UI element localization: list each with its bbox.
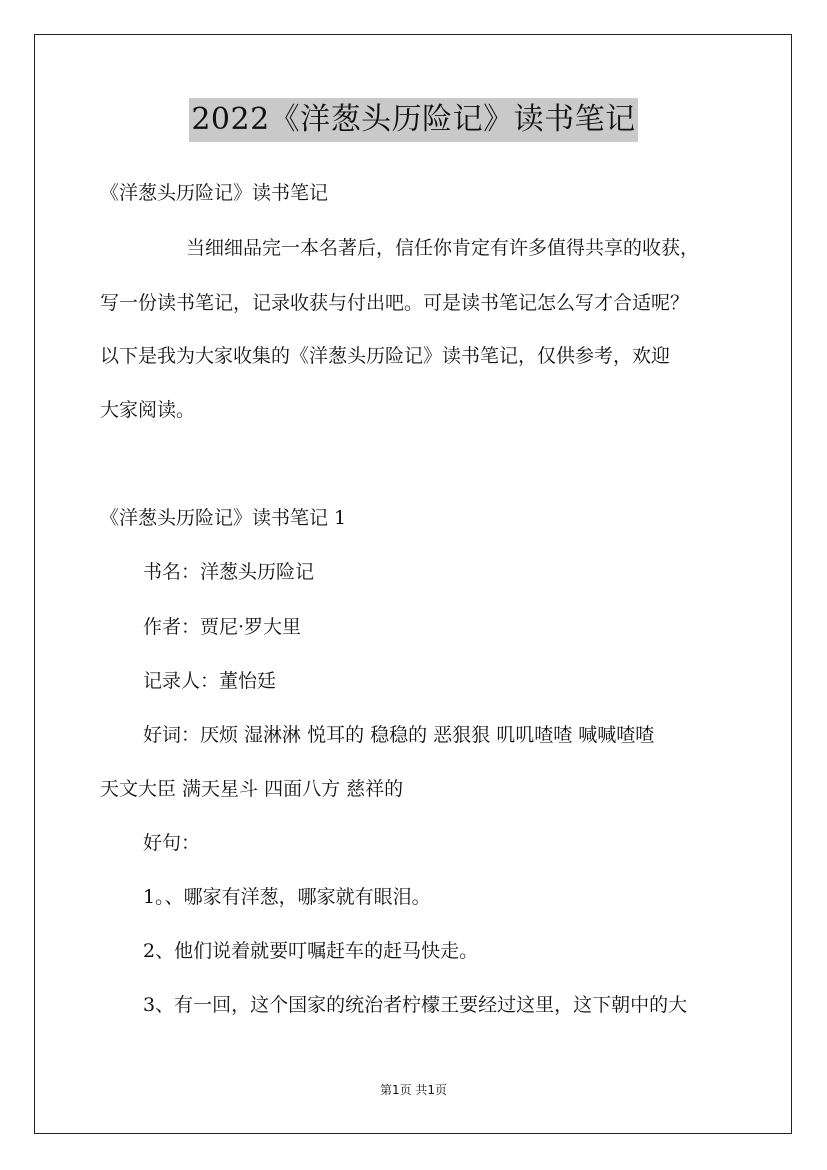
document-subtitle: 《洋葱头历险记》读书笔记 (100, 182, 329, 204)
intro-line-4: 大家阅读。 (100, 399, 196, 421)
sentence-2: 2、他们说着就要叮嘱赶车的赶马快走。 (143, 940, 479, 962)
page-footer (0, 1082, 827, 1098)
document-title: 2022《洋葱头历险记》读书笔记 (189, 98, 637, 142)
section-heading: 《洋葱头历险记》读书笔记 1 (100, 507, 347, 529)
intro-line-2: 写一份读书笔记，记录收获与付出吧。可是读书笔记怎么写才合适呢？ (100, 292, 690, 314)
book-name: 书名：洋葱头历险记 (143, 561, 315, 583)
sentence-1: 1。、哪家有洋葱，哪家就有眼泪。 (143, 886, 431, 908)
page-number: 第1页 共1页 (379, 1083, 448, 1097)
good-words-line-2: 天文大臣 满天星斗 四面八方 慈祥的 (100, 778, 404, 800)
sentence-3: 3、有一回，这个国家的统治者柠檬王要经过这里，这下朝中的大 (143, 994, 688, 1016)
recorder: 记录人：董怡廷 (143, 670, 277, 692)
title-container (0, 98, 827, 142)
good-words-line-1: 好词：厌烦 湿淋淋 悦耳的 稳稳的 恶狠狠 叽叽喳喳 喊喊喳喳 (143, 724, 655, 746)
intro-line-3: 以下是我为大家收集的《洋葱头历险记》读书笔记，仅供参考，欢迎 (100, 345, 671, 367)
good-sentences-label: 好句： (143, 832, 201, 854)
author: 作者：贾尼·罗大里 (143, 616, 302, 638)
intro-line-1: 当细细品完一本名著后，信任你肯定有许多值得共享的收获， (186, 237, 700, 259)
